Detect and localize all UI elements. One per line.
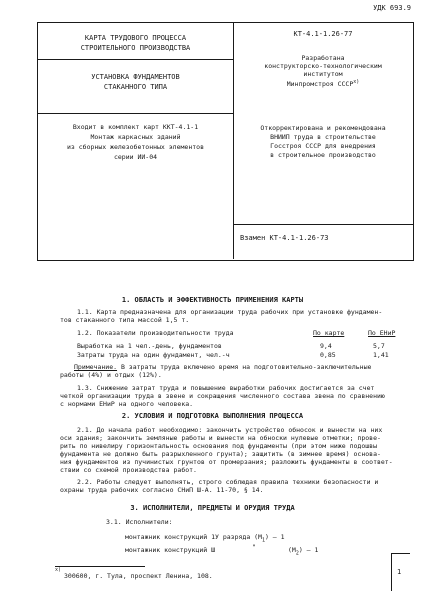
s1-p12: 1.2. Показатели производительности труда <box>77 329 234 337</box>
s2-p22-line2: охраны труда рабочих согласно СНиП Ш-А. 11-70, § 14. <box>60 486 264 494</box>
card-title: КАРТА ТРУДОВОГО ПРОЦЕССА СТРОИТЕЛЬНОГО ПРОИЗВОДСТВА <box>80 34 191 52</box>
replaces-note: Взамен КТ-4.1-1.26-73 <box>240 234 329 242</box>
recommendation-info: Откорректирована и рекомендована ВНИИП труда в строительстве Госстроя СССР для внедрения в строительное производство <box>260 124 386 159</box>
section-3-title: 3. ИСПОЛНИТЕЛИ, ПРЕДМЕТЫ И ОРУДИЯ ТРУДА <box>130 504 295 512</box>
s1-p11-line2: тов стаканного типа массой 1,5 т. <box>60 316 190 324</box>
footnote-rule <box>55 566 145 567</box>
kit-info: Входит в комплект карт ККТ-4.1-1 Монтаж каркасных зданий из сборных железобетонных элементов серии ИИ-04 <box>67 123 204 161</box>
section-2-title: 2. УСЛОВИЯ И ПОДГОТОВКА ВЫПОЛНЕНИЯ ПРОЦЕССА <box>121 412 304 420</box>
udk-code: УДК 693.9 <box>373 4 411 12</box>
card-code: КТ-4.1-1.26-77 <box>293 30 353 38</box>
note-line2: работы (4%) и отдых (12%). <box>60 371 162 379</box>
s2-p21-line6: ствии со схемой производства работ. <box>60 466 197 474</box>
s1-p13-line3: с нормами ЕНиР на одного человека. <box>60 400 194 408</box>
section-1-title: 1. ОБЛАСТЬ И ЭФФЕКТИВНОСТЬ ПРИМЕНЕНИЯ КАРТЫ <box>121 296 304 304</box>
s1-p11-line1: 1.1. Карта предназначена для организации труда рабочих при установке фундамен- <box>77 308 383 316</box>
footnote-mark: х) <box>55 567 62 573</box>
footnote-text: 300600, г. Тула, проспект Ленина, 108. <box>64 572 213 580</box>
col-header-enir: По ЕНиР <box>368 329 396 337</box>
row1-value-enir: 5,7 <box>373 342 385 350</box>
worker-2: монтажник конструкций Ш <box>125 546 216 554</box>
row1-value-card: 9,4 <box>320 342 332 350</box>
s3-p31: 3.1. Исполнители: <box>106 518 173 526</box>
note-line1: Примечание. В затраты труда включено время на подготовительно-заключительные <box>74 363 372 371</box>
row2-value-enir: 1,41 <box>373 351 389 359</box>
s2-p21-line5: ния фундаментов из пучинистых грунтов от промерзания; разложить фундаменты в соответ- <box>60 458 393 466</box>
s1-p13-line2: четкой организации труда в звене и сокращения численного состава звена по сравнению <box>60 392 385 400</box>
row2-label: Затраты труда на один фундамент, чел.-ч <box>77 351 230 359</box>
card-subject: УСТАНОВКА ФУНДАМЕНТОВ СТАКАННОГО ТИПА <box>91 73 180 91</box>
s2-p21-line1: 2.1. До начала работ необходимо: закончить устройство обносок и вынести на них <box>77 426 383 434</box>
s2-p22-line1: 2.2. Работы следует выполнять, строго соблюдая правила техники безопасности и <box>77 478 379 486</box>
row2-value-card: 0,85 <box>320 351 336 359</box>
page-number: 1 <box>397 568 402 576</box>
s2-p21-line4: фундамента не должно быть разрыхленного грунта); защитить (в зимнее время) основа- <box>60 450 381 458</box>
s2-p21-line2: оси здания; закончить земляные работы и вынести на обноски нулевые отметки; прове- <box>60 434 381 442</box>
worker-2-code: $(М_2) - 1$ <box>288 546 319 557</box>
row1-label: Выработка на 1 чел.-день, фундаментов <box>77 342 222 350</box>
worker-1: монтажник конструкций 1У разряда $(М_1) - 1$ <box>125 533 285 544</box>
worker-2-ditto: " <box>252 543 256 551</box>
s1-p13-line1: 1.3. Снижение затрат труда и повышение выработки рабочих достигается за счет <box>77 384 375 392</box>
s2-p21-line3: рить по нивелиру горизонтальность основания под фундаменты (при этом ниже подошвы <box>60 442 377 450</box>
developer-info: Разработана конструкторско-технологическим институтом Минпромстроя $СССР^{х)}$ <box>264 54 382 89</box>
col-header-card: По карте <box>313 329 345 337</box>
